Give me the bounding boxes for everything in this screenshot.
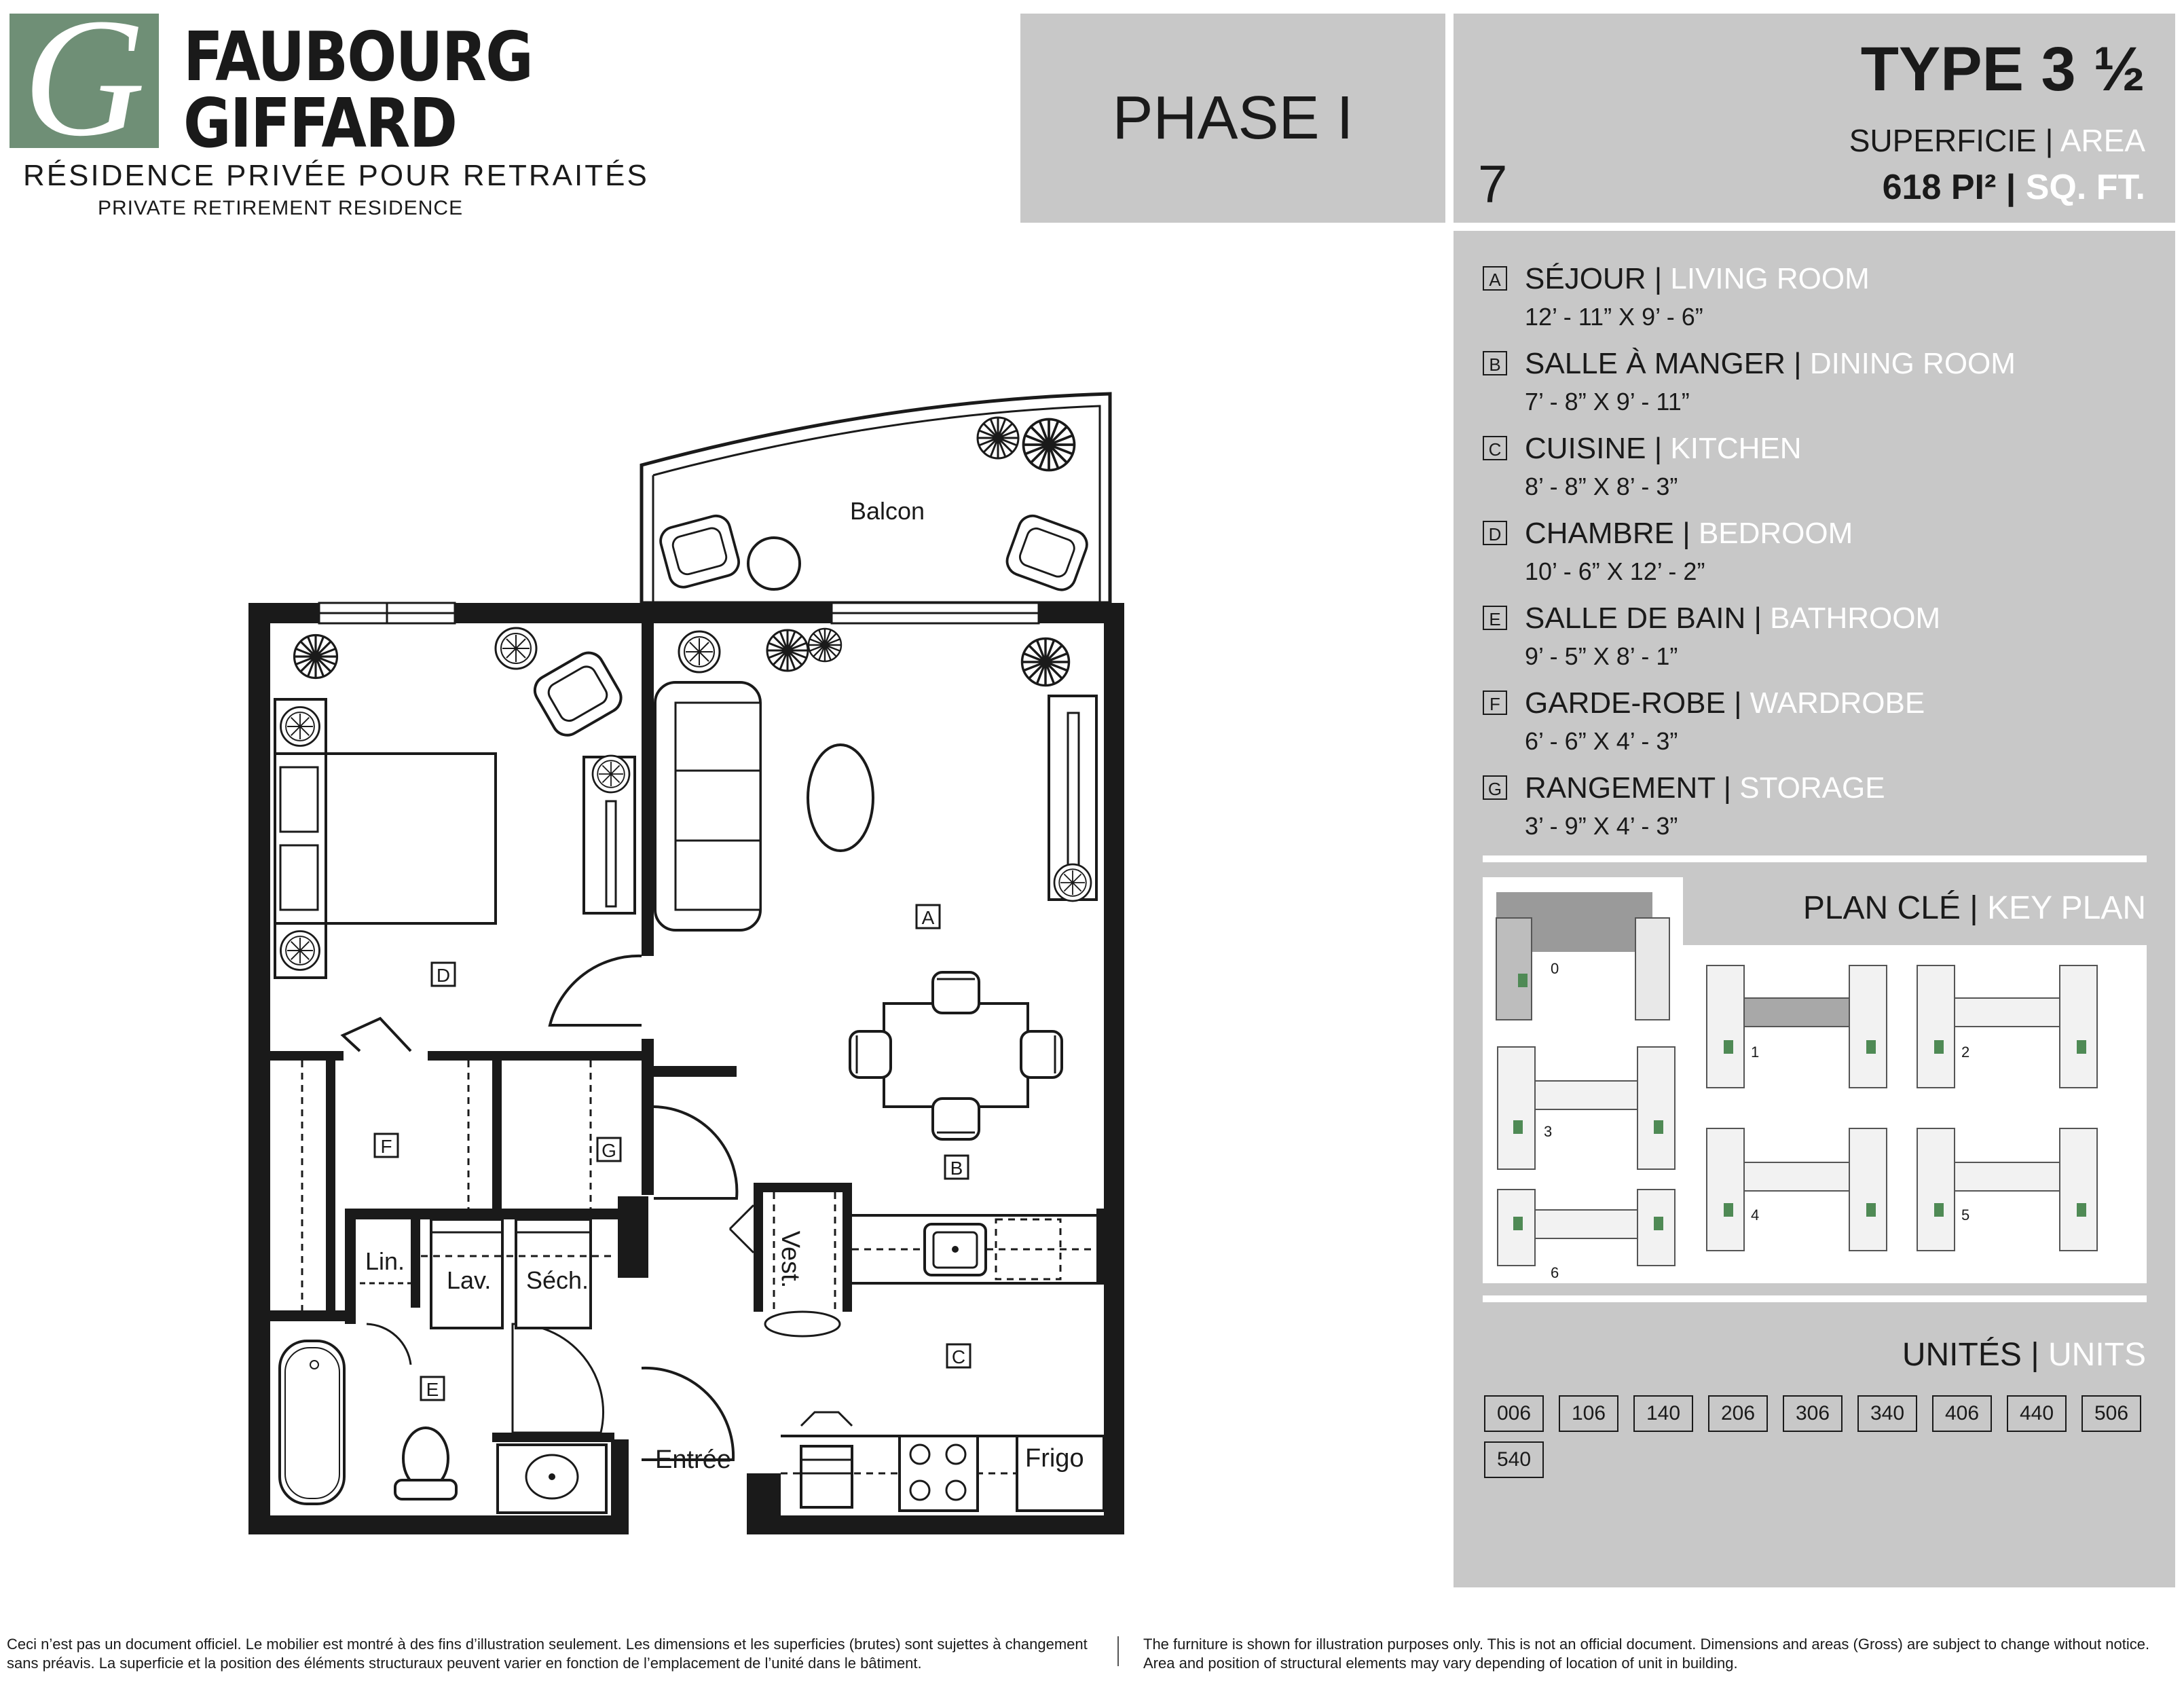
footer-divider	[1117, 1636, 1119, 1666]
key-plan-heading-fr: PLAN CLÉ	[1802, 890, 1961, 926]
room-letter: F	[1483, 691, 1507, 715]
room-dimensions: 10’ - 6” X 12’ - 2”	[1525, 557, 1705, 585]
room-dimensions: 3’ - 9” X 4’ - 3”	[1525, 812, 1678, 840]
unit-chip: 406	[1932, 1395, 1992, 1432]
unit-chip: 140	[1633, 1395, 1693, 1432]
unit-chip: 440	[2007, 1395, 2067, 1432]
area-value	[1883, 167, 2145, 208]
room-name-en: KITCHEN	[1670, 432, 1802, 465]
room-name-fr: SALLE DE BAIN	[1525, 602, 1746, 635]
room-name-fr: CHAMBRE	[1525, 517, 1675, 550]
unit-chip: 340	[1857, 1395, 1917, 1432]
separator: |	[2045, 123, 2054, 158]
divider	[1483, 1295, 2147, 1302]
key-plan	[1483, 877, 2147, 1283]
room-name-fr: SÉJOUR	[1525, 262, 1646, 295]
area-unit-en: SQ. FT.	[2025, 168, 2145, 207]
bathroom-fixtures	[280, 1341, 606, 1513]
linen-label: Lin.	[365, 1247, 405, 1275]
phase-box	[1020, 14, 1445, 223]
unit-type-box	[1454, 14, 2175, 223]
room-letter: E	[1483, 606, 1507, 630]
room-dimensions: 7’ - 8” X 9’ - 11”	[1525, 388, 1690, 416]
kitchen-appliances	[781, 1412, 1104, 1511]
dryer-label: Séch.	[526, 1266, 589, 1294]
brand-name-line2: GIFFARD	[183, 84, 457, 163]
brand-name-line1: FAUBOURG	[183, 17, 533, 96]
separator: |	[2031, 1337, 2039, 1373]
room-letter: G	[1483, 775, 1507, 800]
unit-chip: 206	[1708, 1395, 1768, 1432]
separator: |	[1754, 602, 1762, 635]
units-heading	[1902, 1336, 2146, 1374]
room-tag: G	[601, 1140, 616, 1161]
kitchen-counter	[852, 1215, 1104, 1283]
room-letter: D	[1483, 521, 1507, 545]
unit-chip: 540	[1484, 1441, 1544, 1478]
dresser	[584, 756, 635, 913]
tagline-en: PRIVATE RETIREMENT RESIDENCE	[98, 197, 464, 219]
unit-chip: 006	[1484, 1395, 1544, 1432]
key-plan-floor-label: 1	[1751, 1044, 1760, 1061]
separator: |	[1654, 262, 1663, 295]
units-heading-en: UNITS	[2048, 1337, 2146, 1373]
unit-chip: 106	[1559, 1395, 1618, 1432]
unit-chip: 306	[1783, 1395, 1843, 1432]
units-heading-fr: UNITÉS	[1902, 1337, 2022, 1373]
room-name	[1525, 517, 1853, 551]
room-name-en: BEDROOM	[1698, 517, 1853, 550]
floor-plan	[231, 380, 1141, 1534]
area-label-fr: SUPERFICIE	[1849, 123, 2037, 158]
washer-label: Lav.	[447, 1266, 492, 1294]
room-tag: A	[921, 907, 935, 928]
key-plan-floor-1	[1707, 965, 1887, 1088]
separator: |	[1969, 890, 1978, 926]
room-name-fr: GARDE-ROBE	[1525, 686, 1726, 720]
fridge-label: Frigo	[1025, 1444, 1084, 1473]
room-name-en: LIVING ROOM	[1670, 262, 1870, 295]
logo-letter: G	[22, 0, 146, 172]
room-name	[1525, 602, 1940, 636]
area-label	[1849, 122, 2145, 159]
room-name-fr: CUISINE	[1525, 432, 1646, 465]
room-name	[1525, 432, 1802, 466]
disclaimer-en: The furniture is shown for illustration purposes only. This is not an official document. Dimensions and areas (Gross) are subject to change without notice. Area and position of structural elements may vary depending of location of unit in building.	[1143, 1636, 2150, 1672]
tagline-fr: RÉSIDENCE PRIVÉE POUR RETRAITÉS	[23, 159, 649, 192]
unit-type-number: 7	[1478, 154, 1508, 214]
divider	[1483, 855, 2147, 862]
room-name	[1525, 347, 2016, 381]
separator: |	[1654, 432, 1663, 465]
key-plan-heading	[1803, 889, 2146, 927]
key-plan-drawing	[1483, 877, 2147, 1283]
separator: |	[1734, 686, 1742, 720]
tv-unit	[1049, 696, 1096, 901]
room-tag: D	[436, 965, 451, 986]
entrance-label: Entrée	[655, 1446, 731, 1474]
key-plan-floor-label: 4	[1751, 1207, 1760, 1223]
room-dimensions: 9’ - 5” X 8’ - 1”	[1525, 642, 1678, 670]
key-plan-floor-6	[1498, 1190, 1675, 1281]
key-plan-floor-2	[1917, 965, 2097, 1088]
key-plan-heading-en: KEY PLAN	[1987, 890, 2146, 926]
room-dimensions: 8’ - 8” X 8’ - 3”	[1525, 473, 1678, 500]
room-name	[1525, 771, 1885, 805]
area-value-fr: 618 PI²	[1882, 168, 1997, 207]
closet-label: Vest.	[776, 1230, 804, 1289]
room-tag: C	[951, 1346, 966, 1367]
unit-type-title: TYPE 3 ½	[1860, 35, 2145, 104]
room-letter: C	[1483, 436, 1507, 460]
side-panel	[1454, 231, 2175, 1587]
area-label-en: AREA	[2060, 123, 2145, 158]
room-name-en: WARDROBE	[1750, 686, 1925, 720]
room-tag: E	[426, 1379, 439, 1400]
key-plan-floor-label: 3	[1544, 1123, 1553, 1140]
key-plan-floor-4	[1707, 1128, 1887, 1251]
separator: |	[2005, 168, 2016, 207]
laundry	[360, 1219, 611, 1328]
room-dimensions: 12’ - 11” X 9’ - 6”	[1525, 303, 1703, 331]
sofa	[655, 682, 760, 930]
room-dimensions: 6’ - 6” X 4’ - 3”	[1525, 727, 1678, 755]
room-letter: A	[1483, 266, 1507, 291]
room-name-en: DINING ROOM	[1809, 347, 2016, 380]
disclaimer-fr: Ceci n’est pas un document officiel. Le mobilier est montré à des fins d’illustration seulement. Les dimensions et les superficies (brutes) sont sujettes à changement sans préavis. La superficie et la position des éléments structuraux peuvent varier en fonction de l’emplacement de l’unité dans le bâtiment.	[7, 1636, 1088, 1672]
doors	[343, 956, 754, 1460]
closet	[763, 1192, 843, 1336]
unit-chip: 506	[2081, 1395, 2141, 1432]
key-plan-floor-5	[1917, 1128, 2097, 1251]
separator: |	[1794, 347, 1802, 380]
key-plan-floor-label: 2	[1961, 1044, 1970, 1061]
balcony-label: Balcon	[850, 497, 925, 525]
key-plan-floor-label: 6	[1551, 1264, 1559, 1281]
key-plan-floor-label: 0	[1551, 960, 1559, 977]
room-name	[1525, 262, 1870, 296]
room-name-fr: SALLE À MANGER	[1525, 347, 1785, 380]
bed	[275, 699, 496, 978]
room-tag: B	[950, 1158, 963, 1179]
room-tag: F	[380, 1136, 392, 1157]
key-plan-floor-label: 5	[1961, 1207, 1970, 1223]
room-name	[1525, 686, 1925, 720]
key-plan-floor-0	[1496, 892, 1669, 1020]
dining-table	[850, 972, 1062, 1139]
separator: |	[1723, 771, 1731, 805]
room-name-en: BATHROOM	[1770, 602, 1941, 635]
separator: |	[1682, 517, 1690, 550]
key-plan-floor-3	[1498, 1047, 1675, 1169]
room-letter: B	[1483, 351, 1507, 375]
phase-label: PHASE I	[1112, 84, 1354, 152]
room-name-fr: RANGEMENT	[1525, 771, 1716, 805]
room-name-en: STORAGE	[1739, 771, 1885, 805]
logo-mark	[10, 0, 159, 172]
